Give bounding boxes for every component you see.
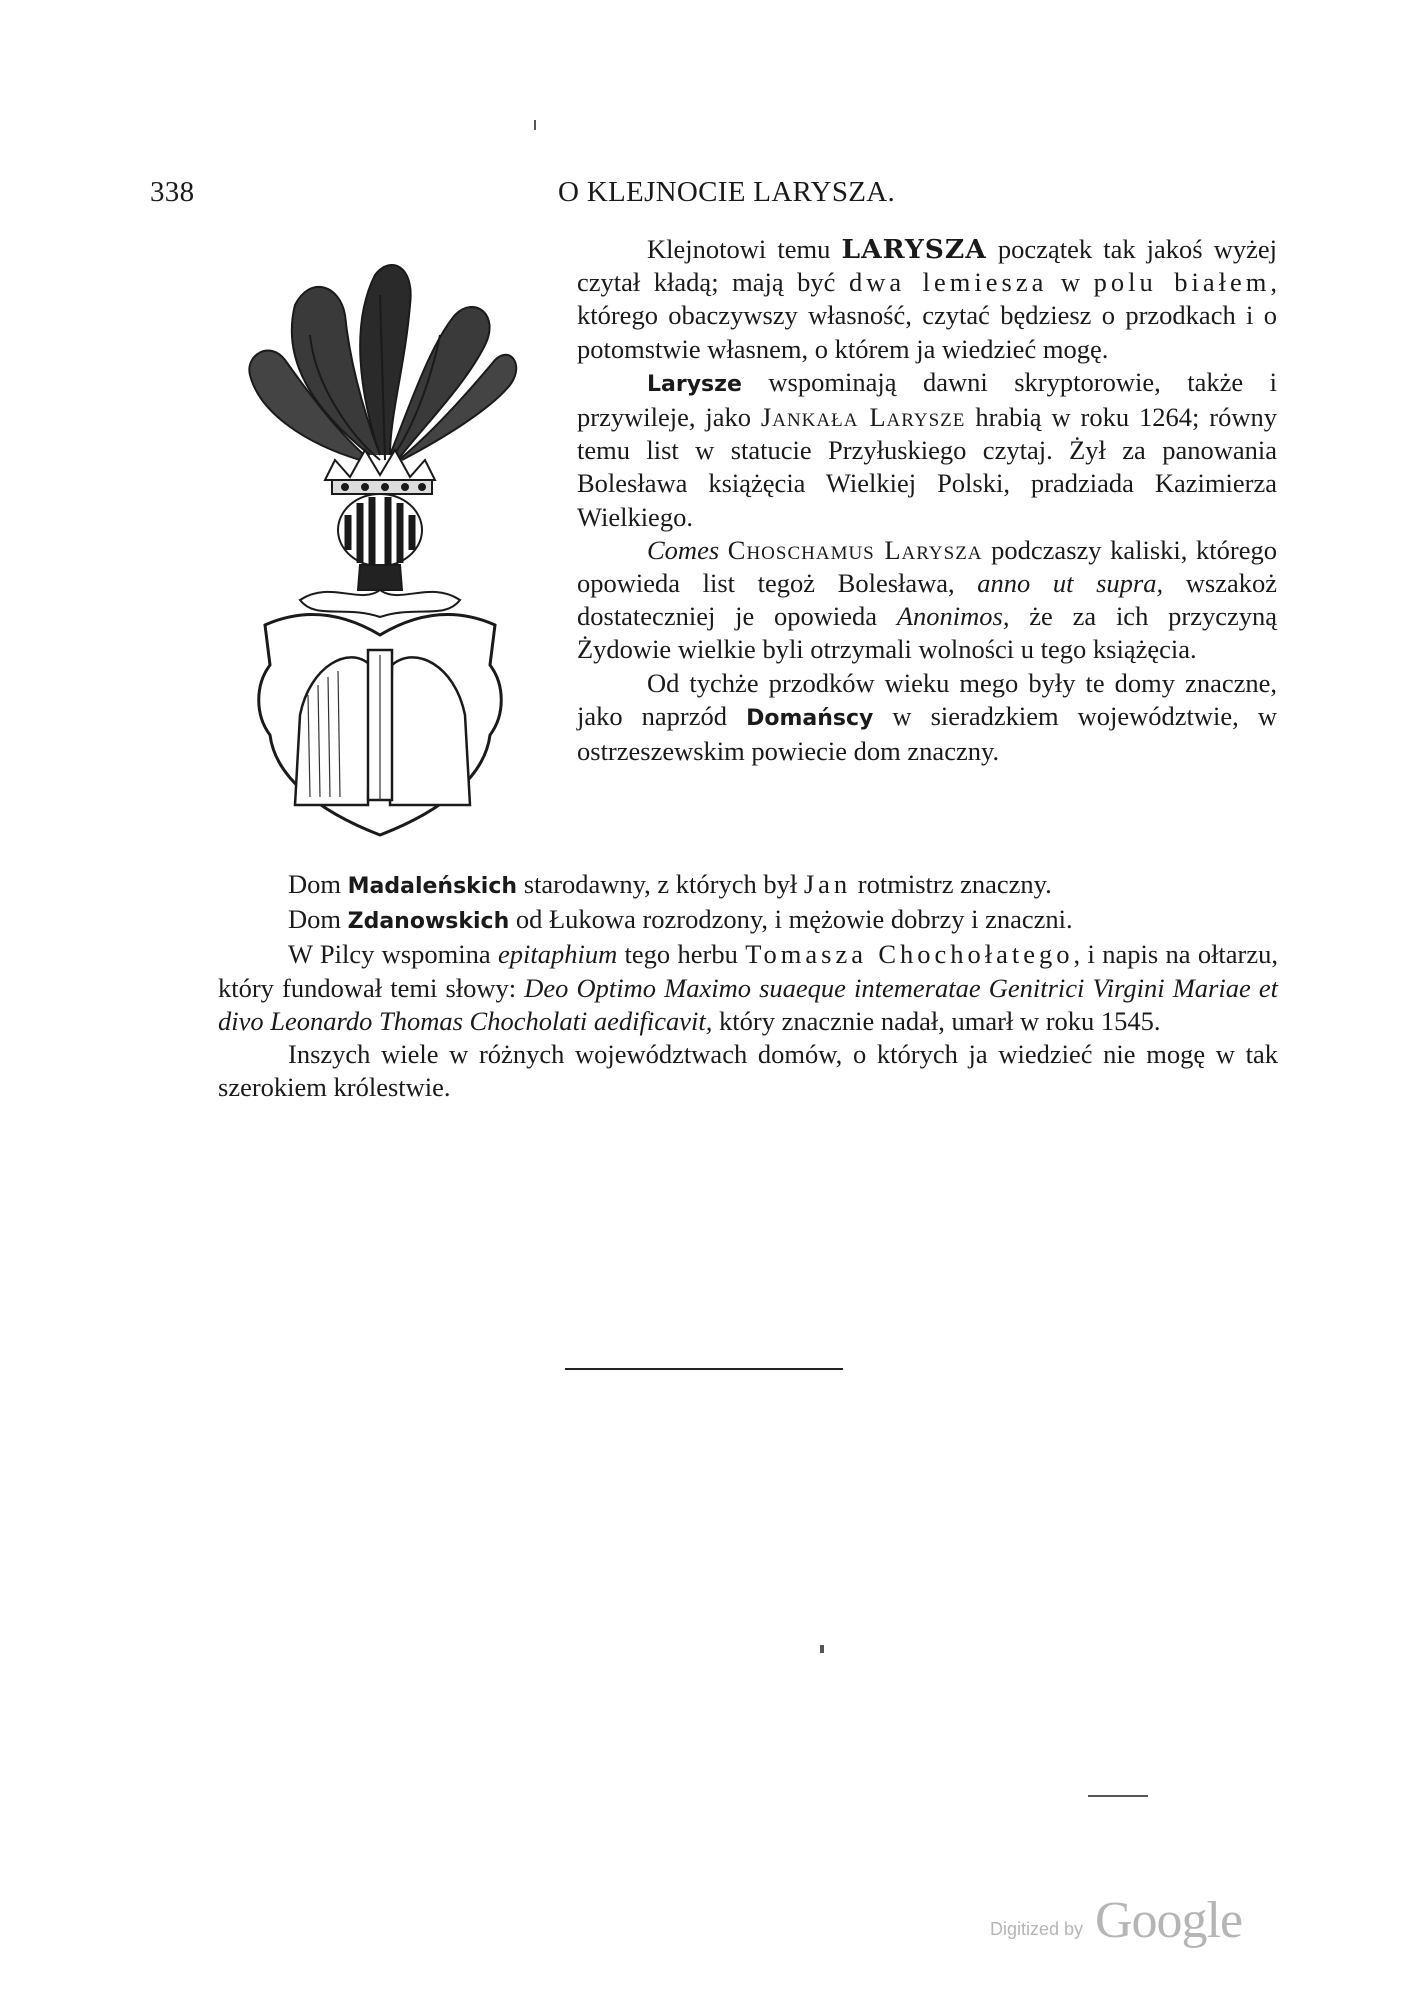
text-run: Od tychże przodków wieku mego były te domy znaczne, jako naprzód [577,667,1277,731]
page-number: 338 [150,176,195,208]
text-run: Klejnotowi temu [647,234,842,264]
text-run: Deo Optimo Maximo suaeque intemeratae Genitrici Virgini Mariae et divo Leonardo Thomas Chocholati aedificavit, [218,972,1278,1036]
text-run: podczaszy kaliski, którego opowieda list tegoż Bolesława, [577,534,1277,599]
paragraph [577,534,1277,667]
paragraph [577,366,1277,534]
text-run: który znacznie nadał, umarł w roku 1545. [712,1005,1161,1036]
digitized-by-google-watermark [990,1892,1270,1949]
google-logo: Google [1095,1892,1243,1949]
text-run: Jan [803,869,852,899]
text-run: rotmistrz znaczny. [851,869,1052,899]
paragraph [577,233,1277,366]
text-block-beside-crest [577,233,1277,768]
text-run: Tomasza Chochołatego [745,939,1074,970]
text-run: W Pilcy wspomina [288,939,498,970]
paragraph [218,938,1278,1038]
page-header [150,176,1270,216]
text-run: dwa lemiesza [848,267,1048,298]
text-run: w [1047,267,1094,298]
text-run: wspominają dawni skryptorowie, także i przywileje, jako [577,366,1277,433]
print-speck [820,1645,824,1653]
print-speck [534,120,536,130]
text-run: początek tak jakoś wyżej czytał kładą; mają być [577,234,1278,298]
text-run: starodawny, z których był [517,869,804,899]
text-run: , i napis na ołtarzu, który fundował temi słowy: [218,939,1279,1003]
print-speck [1088,1795,1148,1797]
paragraph [577,667,1277,769]
text-run: w sieradzkiem województwie, w ostrzeszewskim powiecie dom znaczny. [577,700,1277,767]
text-run: hrabią w roku 1264; równy temu list w statucie Przyłuskiego czytaj. Żył za panowania Bolesława książęcia Wielkiej Polski, pradziada Kazimierza Wielkiego. [577,402,1277,532]
paragraph [218,1038,1278,1104]
text-run: Anonimos, [896,601,1010,632]
text-run: Dom [288,869,348,899]
text-run: , którego obaczywszy własność, czytać będziesz o przodkach i o potomstwie własnem, o którem ja wiedzieć mogę. [577,267,1277,364]
text-run: Jankała Larysze [760,402,966,433]
text-run: polu białem [1093,267,1271,298]
paragraph [218,903,1278,938]
text-run: LARYSZA [841,234,987,265]
text-run: Dom [288,904,348,935]
coat-of-arms-larysza-icon [240,245,530,845]
text-run: Larysze [647,371,742,397]
text-run: Choschamus Larysza [727,534,983,565]
text-run [719,535,728,565]
text-run: Zdanowskich [347,909,510,935]
text-run: Domańscy [746,705,874,731]
paragraph [218,868,1278,903]
text-run: od Łukowa rozrodzony, i mężowie dobrzy i znaczni. [509,904,1073,935]
text-run: Inszych wiele w różnych województwach domów, o których ja wiedzieć nie mogę w tak szerokiem królestwie. [218,1039,1278,1103]
text-run: anno ut supra, [977,568,1164,599]
text-run: epitaphium [497,939,618,970]
text-run: Madaleńskich [347,874,518,899]
watermark-prefix: Digitized by [990,1919,1084,1939]
text-run: Comes [647,534,720,565]
end-rule [565,1368,843,1370]
text-run: że za ich przyczyną Żydowie wielkie byli otrzymali wolności u tego książęcia. [577,601,1277,665]
text-run: wszakoż dostateczniej je opowieda [577,568,1277,632]
text-block-full-width [218,868,1278,1104]
text-run: tego herbu [617,939,746,970]
running-title: O KLEJNOCIE LARYSZA. [558,176,896,208]
